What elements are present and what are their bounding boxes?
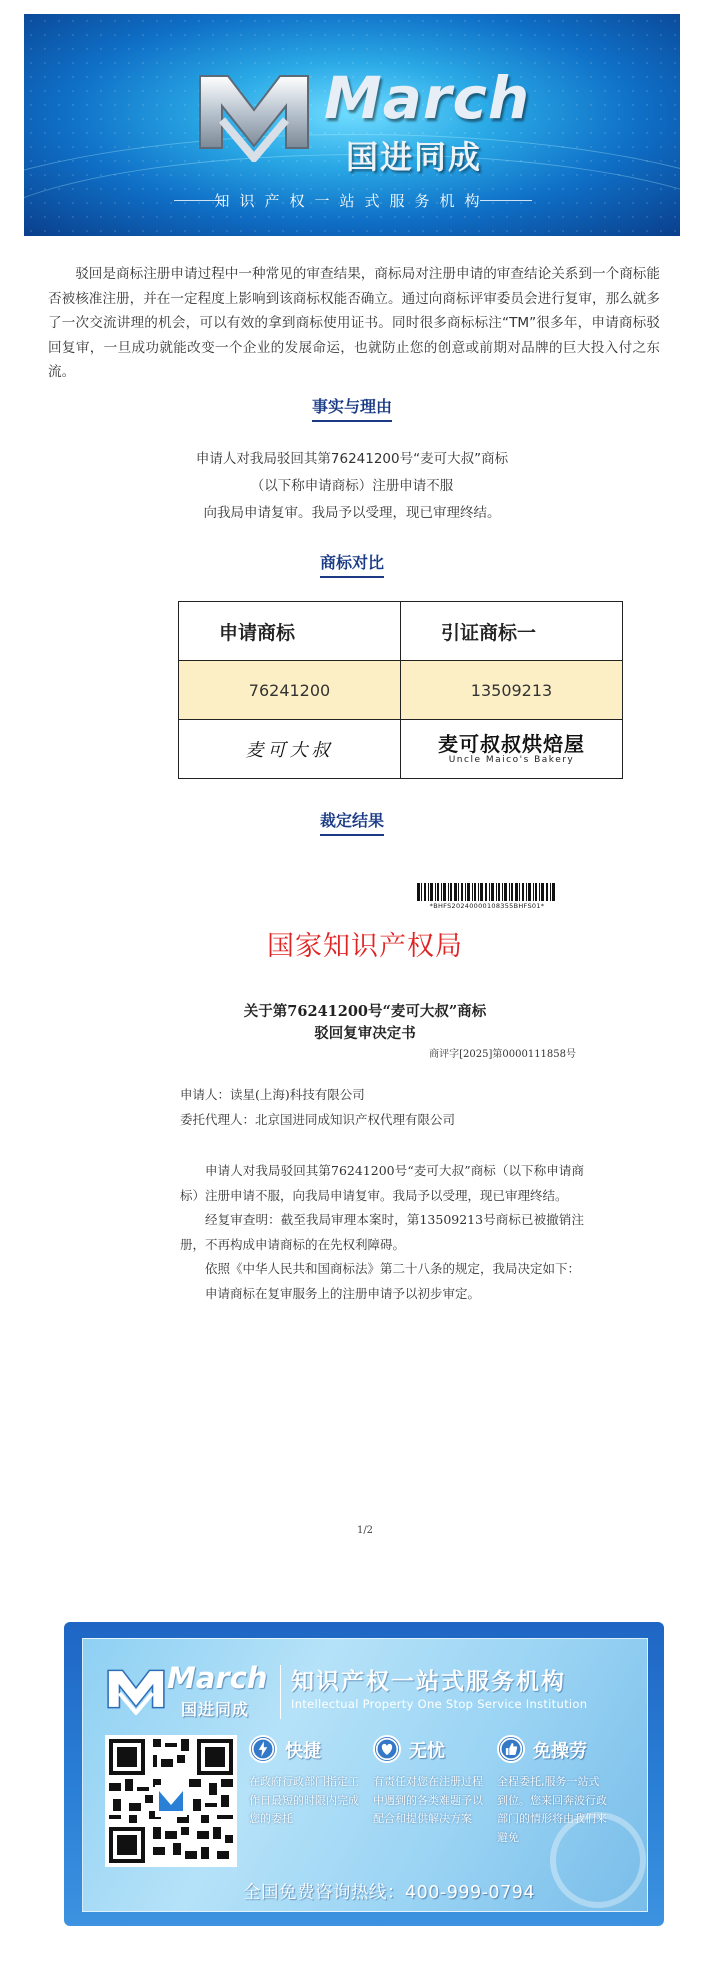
applicant-line: 申请人：读星(上海)科技有限公司 xyxy=(180,1087,365,1102)
facts-line-2: （以下称申请商标）注册申请不服 xyxy=(250,478,454,494)
feature-description: 在政府行政部门指定工作日最短的时限内完成您的委托 xyxy=(249,1775,359,1825)
table-row xyxy=(179,720,623,779)
service-promo-card xyxy=(64,1622,664,1926)
registered-watermark-icon xyxy=(550,1812,646,1908)
header-applied-mark: 申请商标 xyxy=(179,602,401,661)
qr-code-icon xyxy=(105,1735,237,1867)
table-row xyxy=(179,602,623,661)
header-cited-mark: 引证商标一 xyxy=(401,602,623,661)
facts-line-1: 申请人对我局驳回其第76241200号“麦可大叔”商标 xyxy=(195,451,509,467)
thumbs-up-icon xyxy=(497,1735,525,1763)
promo-title: 知识产权一站式服务机构 xyxy=(291,1669,566,1695)
trademark-comparison-table xyxy=(178,601,623,779)
promo-brand-en: March xyxy=(167,1661,268,1695)
facts-line-3: 向我局申请复审。我局予以受理，现已审理终结。 xyxy=(203,505,501,521)
promo-brand-cn: 国进同成 xyxy=(181,1700,250,1719)
facts-section-title xyxy=(0,394,704,422)
decision-title-line-2: 驳回复审决定书 xyxy=(314,1025,416,1042)
barcode-icon xyxy=(417,883,557,901)
decision-paragraph: 依照《中华人民共和国商标法》第二十八条的规定，我局决定如下： xyxy=(205,1261,581,1276)
agent-line: 委托代理人：北京国进同成知识产权代理有限公司 xyxy=(180,1112,456,1127)
cited-mark-image xyxy=(401,720,623,779)
issuing-agency: 国家知识产权局 xyxy=(267,931,463,962)
facts-title-text: 事实与理由 xyxy=(312,394,392,422)
hotline-text: 全国免费咨询热线：400-999-0794 xyxy=(243,1883,535,1903)
feature-description: 有责任对您在注册过程中遇到的各类难题予以配合和提供解决方案 xyxy=(373,1775,483,1825)
applied-mark-image xyxy=(179,720,401,779)
intro-paragraph: 驳回是商标注册申请过程中一种常见的审查结果，商标局对注册申请的审查结论关系到一个商标能否被核准注册，并在一定程度上影响到该商标权能否确立。通过向商标评审委员会进行复审，那么就多了一次交流讲理的机会，可以有效的拿到商标使用证书。同时很多商标标注“TM”很多年，申请商标驳回复审，一旦成功就能改变一个企业的发展命运，也就防止您的创意或前期对品牌的巨大投入付之东流。 xyxy=(48,266,660,380)
cited-mark-wordmark-cn: 麦可叔叔烘焙屋 xyxy=(438,732,585,756)
decision-paragraph: 经复审查明：截至我局审理本案时，第13509213号商标已被撤销注册，不再构成申请商标的在先权利障碍。 xyxy=(180,1212,584,1252)
decision-reference-number: 商评字[2025]第0000111858号 xyxy=(429,1049,576,1060)
result-title-text: 裁定结果 xyxy=(320,808,384,836)
header-banner xyxy=(24,14,680,236)
comparison-title-text: 商标对比 xyxy=(320,550,384,578)
table-row xyxy=(179,661,623,720)
cited-mark-wordmark-en: Uncle Maico's Bakery xyxy=(448,755,575,765)
feature-description: 全程委托,服务一站式到位。您来回奔波行政部门的情形将由我们来避免 xyxy=(497,1775,607,1844)
barcode-number: *BHFS20240000108355BHFS01* xyxy=(429,902,545,910)
applied-mark-number: 76241200 xyxy=(179,661,401,720)
feature-name: 无忧 xyxy=(409,1741,445,1762)
applied-mark-wordmark: 麦可大叔 xyxy=(245,740,334,761)
promo-divider xyxy=(280,1665,281,1719)
decision-title-line-1: 关于第76241200号“麦可大叔”商标 xyxy=(243,1003,487,1020)
banner-brand-en: March xyxy=(324,64,531,132)
banner-slogan: 知识产权一站式服务机构 xyxy=(214,192,490,210)
feature-name: 免操劳 xyxy=(533,1741,587,1762)
banner-brand-cn: 国进同成 xyxy=(346,138,483,176)
lightning-icon xyxy=(249,1735,277,1763)
feature-name: 快捷 xyxy=(285,1741,321,1762)
promo-subtitle: Intellectual Property One Stop Service Institution xyxy=(291,1697,588,1711)
march-logo-icon xyxy=(105,1663,167,1715)
result-section-title xyxy=(0,808,704,836)
cited-mark-number: 13509213 xyxy=(401,661,623,720)
page-number: 1/2 xyxy=(356,1525,374,1536)
comparison-section-title xyxy=(0,550,704,578)
decision-body xyxy=(180,1159,584,1306)
decision-paragraph: 申请商标在复审服务上的注册申请予以初步审定。 xyxy=(205,1285,481,1301)
march-logo-icon xyxy=(194,62,314,162)
decision-paragraph: 申请人对我局驳回其第76241200号“麦可大叔”商标（以下称申请商标）注册申请不服，向我局申请复审。我局予以受理，现已审理终结。 xyxy=(180,1163,584,1203)
heart-icon xyxy=(373,1735,401,1763)
